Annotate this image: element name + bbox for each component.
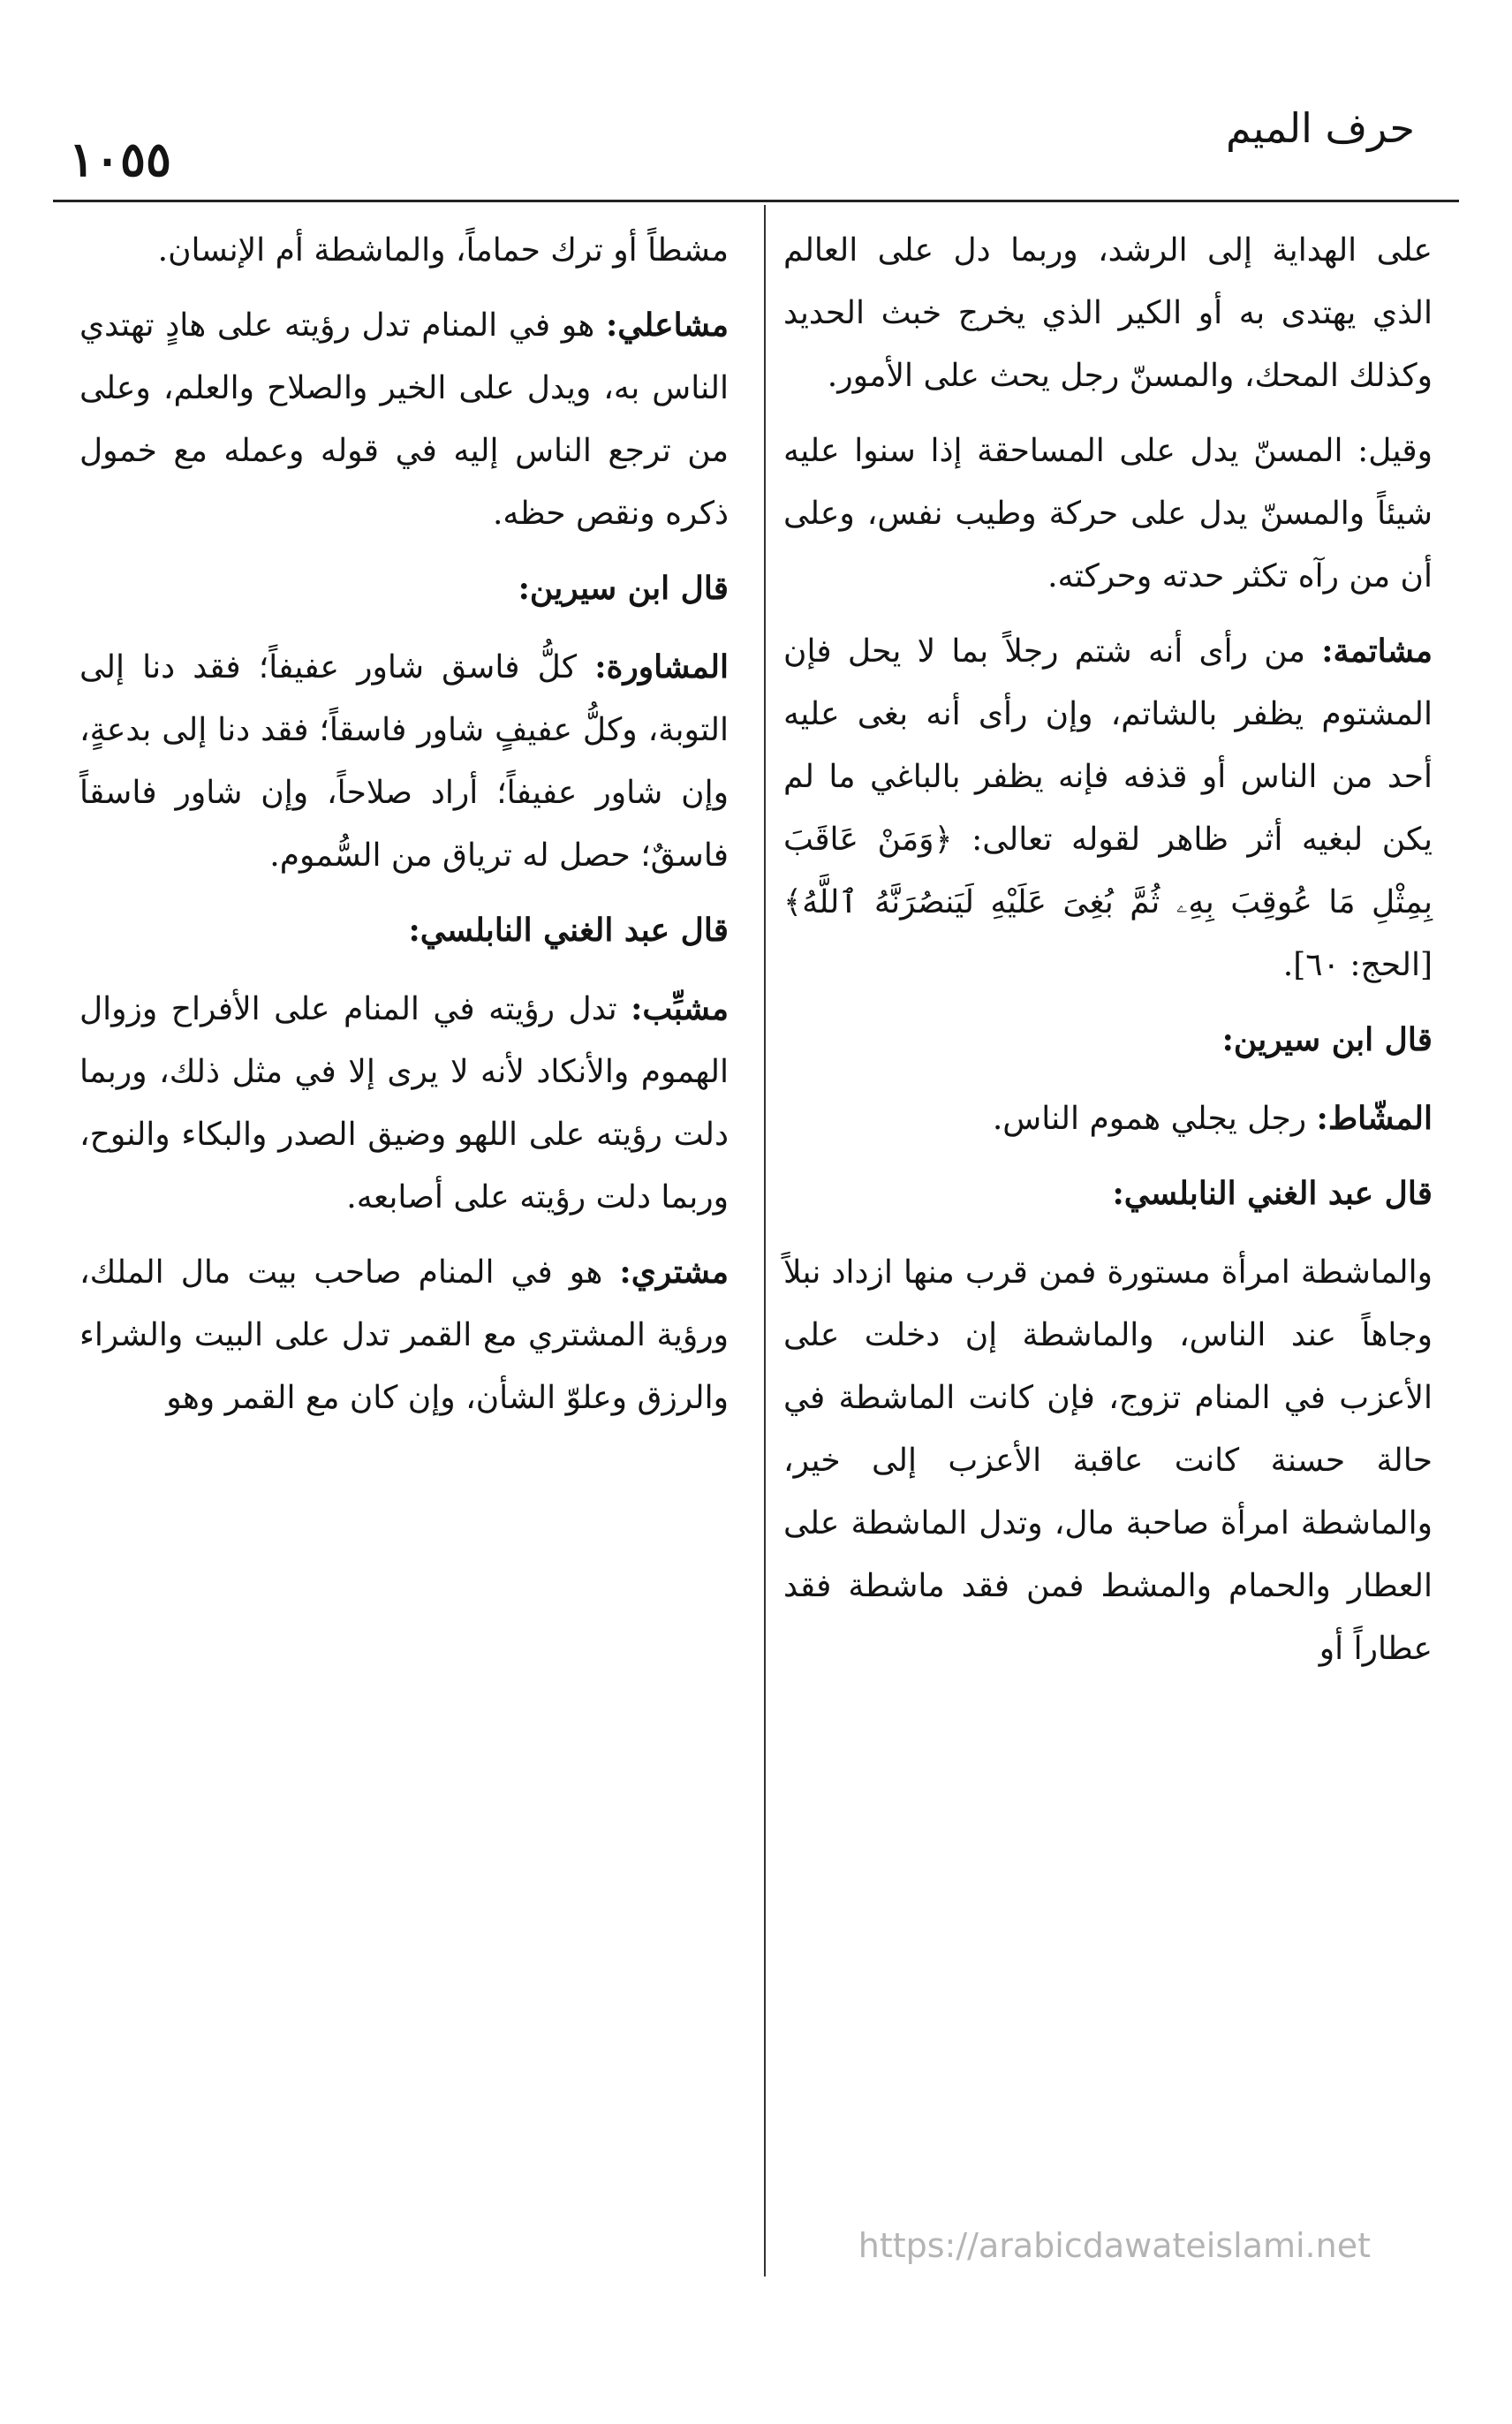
entry-text: هو في المنام تدل رؤيته على هادٍ تهتدي الناس به، ويدل على الخير والصلاح والعلم، وعلى من ترجع الناس إليه في قوله وعمله مع خمول ذكره ونقص حظه. [79, 307, 729, 532]
entry-paragraph [783, 620, 1433, 996]
entry-paragraph [79, 978, 729, 1229]
section-heading: قال عبد الغني النابلسي: [408, 912, 729, 949]
entry-text: من رأى أنه شتم رجلاً بما لا يحل فإن المشتوم يظفر بالشاتم، وإن رأى أنه بغى عليه أحد من الناس أو قذفه فإنه يظفر بالباغي ما لم يكن لبغيه أثر ظاهر لقوله تعالى: ﴿وَمَنْ عَاقَبَ بِمِثْلِ مَا عُوقِبَ بِهِۦ ثُمَّ بُغِىَ عَلَيْهِ لَيَنصُرَنَّهُ ٱللَّهُ﴾ [الحج: ٦٠]. [783, 633, 1433, 983]
section-heading: قال عبد الغني النابلسي: [1112, 1175, 1433, 1212]
chapter-title: حرف الميم [1225, 104, 1415, 152]
entry-text: رجل يجلي هموم الناس. [992, 1101, 1317, 1137]
page-number: ١٠٥٥ [69, 131, 172, 187]
left-column [79, 219, 729, 1442]
entry-paragraph [79, 636, 729, 887]
entry-term: مشاتمة: [1321, 633, 1433, 670]
section-heading: قال ابن سيرين: [1221, 1021, 1433, 1058]
column-divider [764, 205, 766, 2276]
entry-paragraph [79, 1241, 729, 1429]
watermark-url: https://arabicdawateislami.net [858, 2226, 1371, 2265]
entry-text: هو في المنام صاحب بيت مال الملك، ورؤية المشتري مع القمر تدل على البيت والشراء والرزق وعلوّ الشأن، وإن كان مع القمر وهو [79, 1254, 729, 1416]
entry-term: مشتري: [619, 1254, 729, 1291]
entry-text: تدل رؤيته في المنام على الأفراح وزوال الهموم والأنكاد لأنه لا يرى إلا في مثل ذلك، وربما دلت رؤيته على اللهو وضيق الصدر والبكاء والنوح، وربما دلت رؤيته على أصابعه. [79, 991, 729, 1216]
right-column [783, 219, 1433, 1693]
entry-term: المشاورة: [594, 648, 729, 686]
entry-paragraph [79, 294, 729, 545]
paragraph: والماشطة امرأة مستورة فمن قرب منها ازداد نبلاً وجاهاً عند الناس، والماشطة إن دخلت على الأعزب في المنام تزوج، فإن كانت الماشطة في حالة حسنة كانت عاقبة الأعزب إلى خير، والماشطة امرأة صاحبة مال، وتدل الماشطة على العطار والحمام والمشط فمن فقد ماشطة فقد عطاراً أو [783, 1254, 1433, 1667]
entry-term: المشّاط: [1316, 1100, 1433, 1137]
entry-text: كلُّ فاسق شاور عفيفاً؛ فقد دنا إلى التوبة، وكلُّ عفيفٍ شاور فاسقاً؛ فقد دنا إلى بدعةٍ، وإن شاور عفيفاً؛ أراد صلاحاً، وإن شاور فاسقاً فاسقٌ؛ حصل له ترياق من السُّموم. [79, 649, 729, 874]
header-rule [53, 200, 1459, 202]
paragraph: على الهداية إلى الرشد، وربما دل على العالم الذي يهتدى به أو الكير الذي يخرج خبث الحديد وكذلك المحك، والمسنّ رجل يحث على الأمور. [783, 232, 1433, 394]
entry-paragraph [783, 1087, 1433, 1150]
entry-term: مشبِّب: [631, 990, 729, 1027]
section-heading: قال ابن سيرين: [518, 570, 729, 607]
paragraph: وقيل: المسنّ يدل على المساحقة إذا سنوا عليه شيئاً والمسنّ يدل على حركة وطيب نفس، وعلى أن من رآه تكثر حدته وحركته. [783, 433, 1433, 595]
paragraph: مشطاً أو ترك حماماً، والماشطة أم الإنسان. [157, 232, 729, 269]
entry-term: مشاعلي: [605, 307, 729, 344]
